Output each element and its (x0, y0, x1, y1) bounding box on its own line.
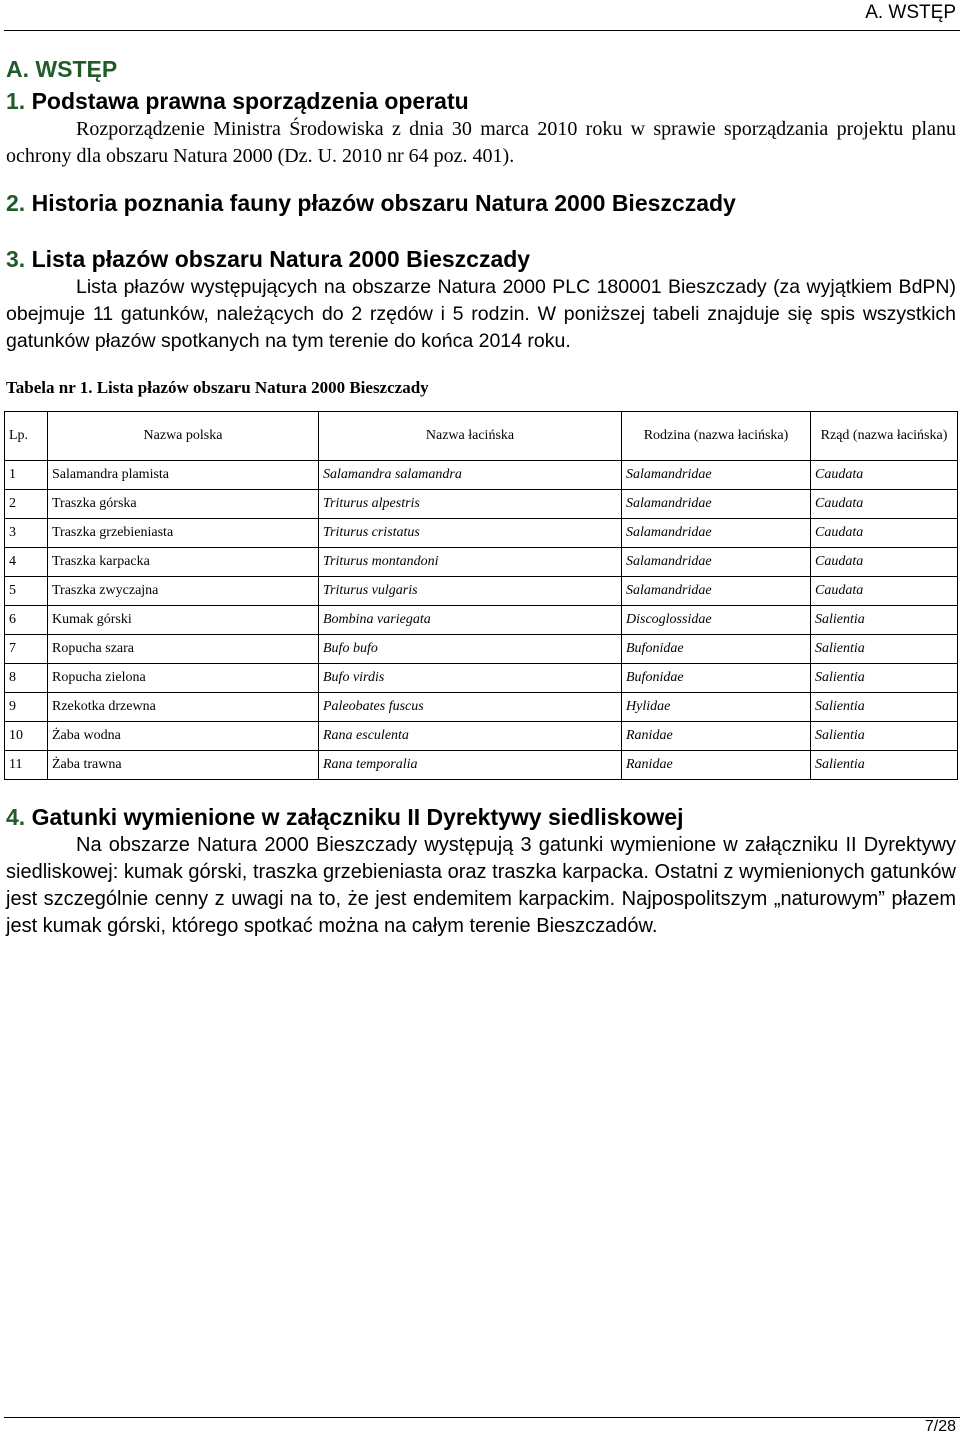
cell-polish-name: Żaba wodna (48, 722, 319, 751)
cell-polish-name: Traszka zwyczajna (48, 577, 319, 606)
section-1-heading (6, 86, 956, 116)
table-row (5, 577, 958, 606)
cell-family: Salamandridae (622, 548, 811, 577)
header-polish-name: Nazwa polska (48, 412, 319, 461)
section-1-number: 1. (6, 88, 26, 114)
page-body (6, 54, 956, 940)
cell-latin-name: Bombina variegata (319, 606, 622, 635)
table-row (5, 722, 958, 751)
cell-latin-name: Paleobates fuscus (319, 693, 622, 722)
cell-order: Salientia (811, 606, 958, 635)
main-heading: A. WSTĘP (6, 56, 118, 82)
header-rule (4, 30, 960, 31)
cell-order: Salientia (811, 664, 958, 693)
cell-polish-name: Traszka grzebieniasta (48, 519, 319, 548)
cell-family: Discoglossidae (622, 606, 811, 635)
cell-polish-name: Salamandra plamista (48, 461, 319, 490)
cell-family: Salamandridae (622, 461, 811, 490)
table-caption: Tabela nr 1. Lista płazów obszaru Natura 2000 Bieszczady (6, 378, 429, 397)
cell-order: Salientia (811, 635, 958, 664)
section-3-heading (6, 244, 956, 274)
table-header-row (5, 412, 958, 461)
table-row (5, 519, 958, 548)
page-number: 7/28 (924, 1418, 956, 1435)
cell-polish-name: Rzekotka drzewna (48, 693, 319, 722)
table-row (5, 548, 958, 577)
cell-latin-name: Bufo bufo (319, 635, 622, 664)
cell-order: Caudata (811, 461, 958, 490)
table-row (5, 606, 958, 635)
amphibian-table (4, 411, 958, 780)
cell-family: Ranidae (622, 722, 811, 751)
cell-latin-name: Triturus cristatus (319, 519, 622, 548)
cell-lp: 9 (5, 693, 48, 722)
header-order: Rząd (nazwa łacińska) (811, 412, 958, 461)
section-2-heading (6, 188, 956, 218)
cell-latin-name: Triturus alpestris (319, 490, 622, 519)
section-2-title: Historia poznania fauny płazów obszaru Natura 2000 Bieszczady (31, 190, 736, 216)
cell-latin-name: Salamandra salamandra (319, 461, 622, 490)
footer-rule (4, 1417, 960, 1418)
cell-lp: 11 (5, 751, 48, 780)
cell-polish-name: Kumak górski (48, 606, 319, 635)
cell-lp: 3 (5, 519, 48, 548)
cell-latin-name: Rana temporalia (319, 751, 622, 780)
cell-latin-name: Bufo virdis (319, 664, 622, 693)
cell-family: Salamandridae (622, 490, 811, 519)
cell-order: Caudata (811, 548, 958, 577)
cell-family: Ranidae (622, 751, 811, 780)
cell-lp: 4 (5, 548, 48, 577)
table-row (5, 693, 958, 722)
header-family: Rodzina (nazwa łacińska) (622, 412, 811, 461)
cell-lp: 6 (5, 606, 48, 635)
table-body (5, 461, 958, 780)
cell-order: Salientia (811, 722, 958, 751)
section-3-number: 3. (6, 246, 26, 272)
table-row (5, 490, 958, 519)
section-4-number: 4. (6, 804, 26, 830)
cell-polish-name: Ropucha zielona (48, 664, 319, 693)
cell-family: Salamandridae (622, 577, 811, 606)
cell-latin-name: Triturus montandoni (319, 548, 622, 577)
cell-lp: 2 (5, 490, 48, 519)
section-2-number: 2. (6, 190, 26, 216)
cell-order: Caudata (811, 490, 958, 519)
cell-polish-name: Ropucha szara (48, 635, 319, 664)
cell-lp: 1 (5, 461, 48, 490)
section-1-title: Podstawa prawna sporządzenia operatu (31, 88, 469, 114)
cell-lp: 8 (5, 664, 48, 693)
running-header: A. WSTĘP (865, 2, 956, 23)
cell-family: Salamandridae (622, 519, 811, 548)
cell-family: Bufonidae (622, 664, 811, 693)
cell-latin-name: Triturus vulgaris (319, 577, 622, 606)
cell-polish-name: Traszka karpacka (48, 548, 319, 577)
cell-polish-name: Żaba trawna (48, 751, 319, 780)
cell-polish-name: Traszka górska (48, 490, 319, 519)
cell-order: Salientia (811, 693, 958, 722)
cell-lp: 5 (5, 577, 48, 606)
cell-order: Caudata (811, 577, 958, 606)
cell-lp: 7 (5, 635, 48, 664)
section-4-heading (6, 802, 956, 832)
cell-family: Hylidae (622, 693, 811, 722)
section-4-title: Gatunki wymienione w załączniku II Dyrektywy siedliskowej (31, 804, 684, 830)
table-row (5, 635, 958, 664)
table-row (5, 664, 958, 693)
header-lp: Lp. (5, 412, 48, 461)
cell-family: Bufonidae (622, 635, 811, 664)
section-3-title: Lista płazów obszaru Natura 2000 Bieszczady (31, 246, 531, 272)
section-4-text: Na obszarze Natura 2000 Bieszczady występują 3 gatunki wymienione w załączniku II Dyrektywy siedliskowej: kumak górski, traszka grzebieniasta oraz traszka karpacka. Ostatni z wymienionych gatunków jest szczególnie cenny z uwagi na to, że jest endemitem karpackim. Najpospolitszym „naturowym” płazem jest kumak górski, którego spotkać można na całym terenie Bieszczadów. (6, 834, 956, 937)
cell-order: Salientia (811, 751, 958, 780)
cell-latin-name: Rana esculenta (319, 722, 622, 751)
header-latin-name: Nazwa łacińska (319, 412, 622, 461)
section-3-text: Lista płazów występujących na obszarze Natura 2000 PLC 180001 Bieszczady (za wyjątkiem BdPN) obejmuje 11 gatunków, należących do 2 rzędów i 5 rodzin. W poniższej tabeli znajduje się spis wszystkich gatunków płazów spotkanych na tym terenie do końca 2014 roku. (6, 276, 956, 352)
table-row (5, 461, 958, 490)
cell-order: Caudata (811, 519, 958, 548)
cell-lp: 10 (5, 722, 48, 751)
section-1-text: Rozporządzenie Ministra Środowiska z dnia 30 marca 2010 roku w sprawie sporządzania projektu planu ochrony dla obszaru Natura 2000 (Dz. U. 2010 nr 64 poz. 401). (6, 118, 956, 167)
table-row (5, 751, 958, 780)
